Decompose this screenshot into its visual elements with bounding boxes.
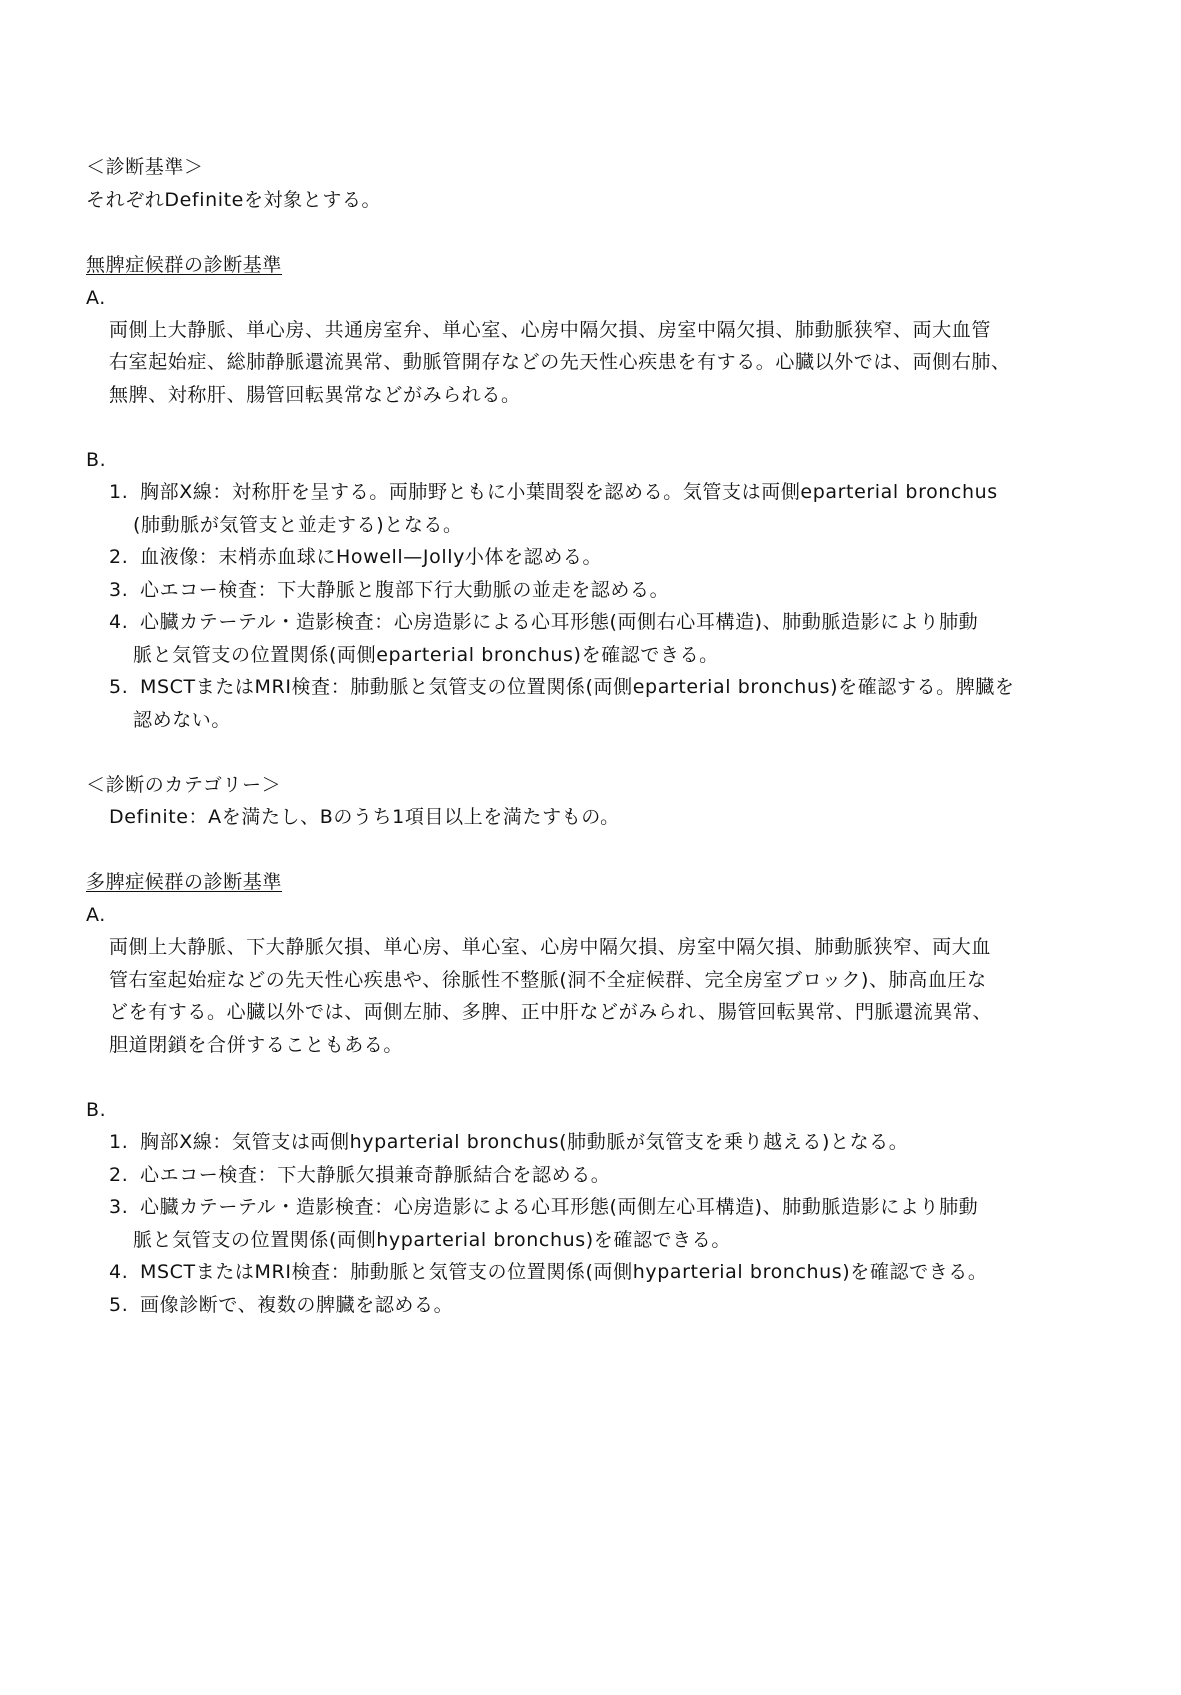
polysplenia-b-item-5 (109, 1293, 453, 1317)
category-definite: Definite：Aを満たし、Bのうち1項目以上を満たすもの。 (109, 806, 620, 828)
asplenia-b-item-5 (109, 675, 1015, 699)
item-text: 血液像：末梢赤血球にHowell—Jolly小体を認める。 (140, 546, 603, 568)
polysplenia-title: 多脾症候群の診断基準 (86, 871, 283, 893)
item-text: 胸部X線：対称肝を呈する。両肺野ともに小葉間裂を認める。気管支は両側eparterial bronchus (140, 481, 998, 503)
item-number: 5. (109, 1294, 129, 1316)
item-text: 心臓カテーテル・造影検査：心房造影による心耳形態(両側左心耳構造)、肺動脈造影により肺動 (140, 1196, 979, 1218)
polysplenia-b-item-2 (109, 1163, 610, 1187)
asplenia-a-line: 無脾、対称肝、腸管回転異常などがみられる。 (109, 384, 521, 406)
polysplenia-b-item-3 (109, 1195, 978, 1219)
asplenia-b-item-1 (109, 480, 998, 504)
asplenia-b-item-1-cont: (肺動脈が気管支と並走する)となる。 (133, 514, 463, 536)
polysplenia-a-line: 両側上大静脈、下大静脈欠損、単心房、単心室、心房中隔欠損、房室中隔欠損、肺動脈狭窄、両大血 (109, 936, 992, 958)
asplenia-a-line: 両側上大静脈、単心房、共通房室弁、単心室、心房中隔欠損、房室中隔欠損、肺動脈狭窄、両大血管 (109, 319, 992, 341)
asplenia-b-item-5-cont: 認めない。 (133, 709, 232, 731)
asplenia-a-label: A. (86, 287, 106, 309)
intro-text: それぞれDefiniteを対象とする。 (86, 189, 382, 211)
item-number: 4. (109, 1261, 129, 1283)
polysplenia-a-label: A. (86, 904, 106, 926)
item-number: 2. (109, 546, 129, 568)
polysplenia-a-line: どを有する。心臓以外では、両側左肺、多脾、正中肝などがみられ、腸管回転異常、門脈還流異常、 (109, 1001, 993, 1023)
item-number: 3. (109, 579, 129, 601)
asplenia-b-item-4-cont: 脈と気管支の位置関係(両側eparterial bronchus)を確認できる。 (133, 644, 719, 666)
item-number: 5. (109, 676, 129, 698)
asplenia-b-item-3 (109, 578, 669, 602)
asplenia-b-label: B. (86, 449, 107, 471)
item-text: 心臓カテーテル・造影検査：心房造影による心耳形態(両側右心耳構造)、肺動脈造影により肺動 (140, 611, 979, 633)
polysplenia-a-line: 胆道閉鎖を合併することもある。 (109, 1034, 404, 1056)
asplenia-b-item-4 (109, 610, 978, 634)
category-heading: ＜診断のカテゴリー＞ (86, 774, 282, 796)
asplenia-a-line: 右室起始症、総肺静脈還流異常、動脈管開存などの先天性心疾患を有する。心臓以外では、両側右肺、 (109, 351, 1011, 373)
polysplenia-b-item-3-cont: 脈と気管支の位置関係(両側hyparterial bronchus)を確認できる。 (133, 1229, 731, 1251)
item-number: 1. (109, 481, 129, 503)
criteria-heading: ＜診断基準＞ (86, 156, 204, 178)
item-text: MSCTまたはMRI検査：肺動脈と気管支の位置関係(両側eparterial bronchus)を確認する。脾臓を (140, 676, 1015, 698)
item-number: 2. (109, 1164, 129, 1186)
asplenia-title: 無脾症候群の診断基準 (86, 254, 283, 276)
item-number: 4. (109, 611, 129, 633)
item-text: 画像診断で、複数の脾臓を認める。 (140, 1294, 454, 1316)
polysplenia-a-line: 管右室起始症などの先天性心疾患や、徐脈性不整脈(洞不全症候群、完全房室ブロック)、肺高血圧な (109, 969, 987, 991)
asplenia-b-item-2 (109, 545, 602, 569)
item-number: 3. (109, 1196, 129, 1218)
polysplenia-b-item-4 (109, 1260, 988, 1284)
item-text: 心エコー検査：下大静脈欠損兼奇静脈結合を認める。 (140, 1164, 611, 1186)
item-text: MSCTまたはMRI検査：肺動脈と気管支の位置関係(両側hyparterial bronchus)を確認できる。 (140, 1261, 988, 1283)
item-text: 心エコー検査：下大静脈と腹部下行大動脈の並走を認める。 (140, 579, 670, 601)
item-number: 1. (109, 1131, 129, 1153)
polysplenia-b-item-1 (109, 1130, 908, 1154)
item-text: 胸部X線：気管支は両側hyparterial bronchus(肺動脈が気管支を乗り越える)となる。 (140, 1131, 909, 1153)
polysplenia-b-label: B. (86, 1099, 107, 1121)
